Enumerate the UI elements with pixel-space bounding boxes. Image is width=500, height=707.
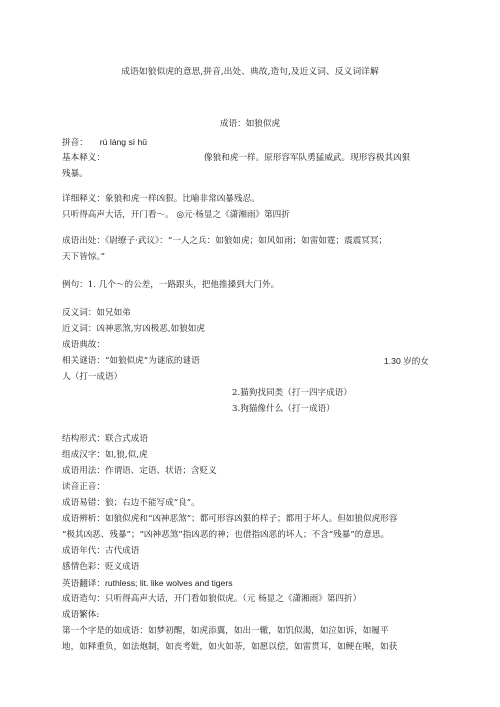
antonym-line: 反义词：如兄如弟	[62, 308, 131, 318]
source-line-2: 天下皆惊。”	[62, 252, 106, 262]
riddle-text-1: 相关谜语：“如狼似虎”为谜底的谜语	[62, 356, 200, 366]
section-heading: 成语：如狼似虎	[219, 119, 281, 129]
riddle-line-1	[62, 356, 429, 367]
era-line: 成语年代：古代成语	[62, 546, 140, 556]
pinyin-value: rú láng sì hǔ	[99, 137, 148, 147]
pinyin-line	[62, 137, 147, 149]
riddle-text-1-right: 1.30 岁的女	[384, 356, 429, 366]
analysis-line-1: 成语辨析：如狼似虎和“凶神恶煞”；都可形容凶狠的样子；都用于坏人。但如狼似虎形容	[62, 514, 398, 524]
basic-meaning-label: 基本释义：	[62, 153, 105, 163]
example-sentence: 例句：1. 几个～的公差，一路跟头，把他推搡到大门外。	[62, 280, 280, 290]
riddle-line-1-continuation: 人（打一成语）	[62, 372, 123, 382]
riddle-line-2: 2.猫狗找同类（打一四字成语）	[232, 388, 352, 398]
basic-meaning-continuation: 残暴。	[62, 169, 88, 179]
synonym-line: 近义词：凶神恶煞,穷凶极恶,如狼如虎	[62, 324, 205, 334]
detail-meaning-line-1: 详细释义：象狼和虎一样凶狠。比喻非常凶暴残忍。	[62, 194, 260, 204]
common-mistake-line: 成语易错：狼；右边不能写成“良”。	[62, 498, 200, 508]
basic-meaning-line	[62, 153, 411, 164]
structure-form: 结构形式：联合式成语	[62, 434, 148, 444]
usage-line: 成语用法：作谓语、定语、状语；含贬义	[62, 466, 217, 476]
detail-meaning-line-2: 只听得高声大话，开门看～。 ◎元·杨显之《潇湘雨》第四折	[62, 210, 290, 220]
english-translation: 英语翻译：ruthless; lit. like wolves and tigers	[62, 578, 233, 588]
riddle-line-3: 3.狗猫像什么（打一成语）	[232, 404, 335, 414]
basic-meaning-text: 像狼和虎一样。原形容军队勇猛威武。现形容极其凶狠	[204, 153, 411, 163]
first-char-line-1: 第一个字是的如成语：如梦初醒，如虎添翼，如出一辙，如饥似渴，如泣如诉，如履平	[62, 626, 389, 636]
analysis-line-2: “极其凶恶、残暴”；“凶神恶煞”指凶恶的神；也借指凶恶的坏人；不含“残暴”的意思。	[62, 530, 390, 540]
sample-sentence: 成语造句：只听得高声大话，开门看如狼似虎。（元 杨显之《潇湘雨》第四折）	[62, 594, 362, 604]
first-char-line-2: 地，如释重负，如法炮制，如丧考妣，如火如荼，如愿以偿，如雷贯耳，如鲠在喉，如获	[62, 642, 398, 652]
composed-chars: 组成汉字：如,狼,似,虎	[62, 450, 148, 460]
story-label: 成语典故：	[62, 340, 105, 350]
traditional-label: 成语繁体:	[62, 610, 100, 620]
document-title: 成语如狼似虎的意思,拼音,出处、典故,造句,及近义词、反义词详解	[121, 67, 379, 77]
source-line-1: 成语出处：《尉缭子·武议》：“一人之兵：如狼如虎；如风如雨；如雷如霆；震震冥冥；	[62, 236, 388, 246]
emotion-line: 感情色彩：贬义成语	[62, 562, 140, 572]
correct-reading-line: 读音正音：	[62, 482, 105, 492]
pinyin-label: 拼音：	[62, 138, 88, 148]
